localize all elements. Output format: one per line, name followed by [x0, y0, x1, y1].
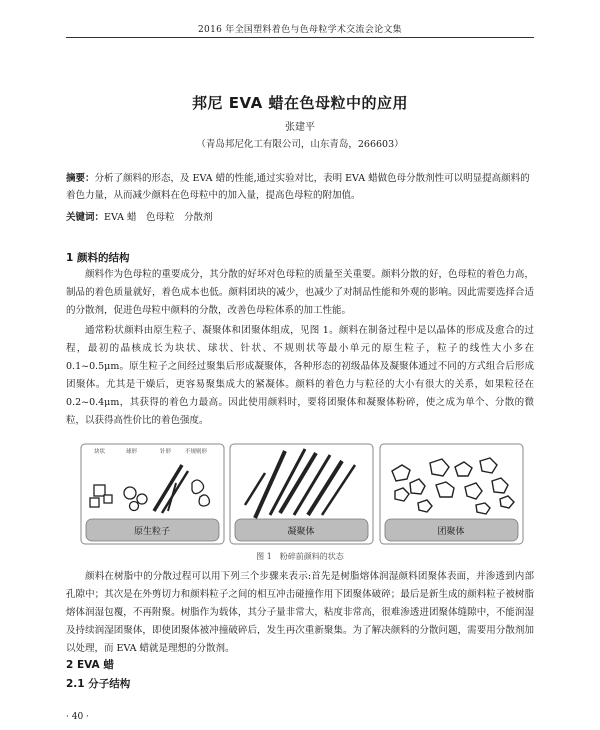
sphere-particle — [130, 502, 139, 511]
panel-aggregates — [230, 444, 373, 544]
shape-label-needle: 针形 — [160, 449, 172, 455]
shape-label-block: 块状 — [94, 449, 106, 455]
page-number: · 40 · — [66, 712, 89, 722]
paper-affiliation: （青岛邦尼化工有限公司，山东青岛，266603） — [196, 139, 404, 150]
figure-1-caption: 图 1 粉碎前颜料的状态 — [256, 552, 344, 561]
section-1-heading: 1 颜料的结构 — [66, 252, 130, 264]
irregular-particle — [199, 495, 209, 506]
abstract — [66, 170, 534, 204]
header-rule — [66, 37, 534, 38]
figure-1 — [80, 443, 525, 545]
block-particle — [90, 498, 99, 507]
running-header: 2016 年全国塑料着色与色母粒学术交流会论文集 — [198, 25, 402, 35]
abstract-text: 分析了颜料的形态，及 EVA 蜡的性能,通过实验对比，表明 EVA 蜡做色母分散剂性可以明显提高颜料的着色力量，从而减少颜料在色母粒中的加入量，提高色母粒的附加值。 — [66, 173, 530, 201]
section-1-para-1: 颜料作为色母粒的重要成分，其分散的好坏对色母粒的质量至关重要。颜料分散的好，色母粒的着色力高，制品的着色质量就好，着色成本也低。颜料团块的减少，也减少了对制品性能和外观的影响。因此需要选择合适的分散剂，促进色母粒中颜料的分散，改善色母粒体系的加工性能。 — [66, 269, 534, 316]
shape-label-irregular: 不规则形 — [185, 449, 208, 455]
section-1-para-3: 颜料在树脂中的分散过程可以用下列三个步骤来表示:首先是树脂熔体润湿颜料团聚体表面，并渗透到内部孔隙中；其次是在外剪切力和颜料粒子之间的相互冲击碰撞作用下团聚体破碎；最后是新生成的颜料粒子被树脂熔体润湿包覆，不再附聚。树脂作为载体，其分子量非常大，粘度非常高，很难渗透进团聚体缝隙中，不能润湿及持续润湿团聚体，即使团聚体被冲撞破碎后，发生再次重新聚集。为了解决颜料的分散问题，需要用分散剂加以处理，而 EVA 蜡就是理想的分散剂。 — [66, 571, 534, 654]
panel-label-aggregate: 凝聚体 — [287, 527, 315, 537]
block-particle — [94, 485, 105, 496]
block-particle — [104, 495, 112, 503]
paper-author: 张建平 — [285, 122, 315, 133]
sphere-particle — [124, 487, 136, 499]
abstract-label: 摘要： — [66, 173, 95, 184]
panel-label-primary: 原生粒子 — [133, 527, 171, 537]
section-1-para-2: 通常粉状颜料由原生粒子、凝聚体和团聚体组成，见图 1。颜料在制备过程中是以晶体的形成及愈合的过程，最初的晶核成长为块状、球状、针状、不规则状等最小单元的原生粒子，粒子的线性大小多在 0.1~0.5μm。原生粒子之间经过聚集后形成凝聚体，各种形态的初级晶体及凝聚体通过不同的方式组合后形成团聚体。尤其是干燥后，更容易聚集成大的紧凝体。颜料的着色力与粒径的大小有很大的关系，如果粒径在 0.2~0.4μm，其获得的着色力最高。因此使用颜料时，要将团聚体和凝聚体粉碎，使之成为单个、分散的微粒，以获得高性价比的着色强度。 — [66, 325, 534, 426]
section-2-1-heading: 2.1 分子结构 — [66, 678, 131, 690]
keywords — [66, 209, 534, 223]
section-2-heading: 2 EVA 蜡 — [66, 659, 114, 671]
keywords-label: 关键词： — [66, 212, 105, 223]
panel-agglomerates — [380, 444, 523, 544]
panel-label-agglomerate: 团聚体 — [437, 527, 465, 537]
paper-title: 邦尼 EVA 蜡在色母粒中的应用 — [192, 94, 408, 112]
shape-label-sphere: 球形 — [126, 449, 138, 455]
panel-primary-particles — [81, 444, 224, 544]
sphere-particle — [137, 494, 147, 504]
figure-1-illustration — [80, 443, 525, 545]
keywords-text: EVA 蜡 色母粒 分散剂 — [104, 212, 213, 223]
